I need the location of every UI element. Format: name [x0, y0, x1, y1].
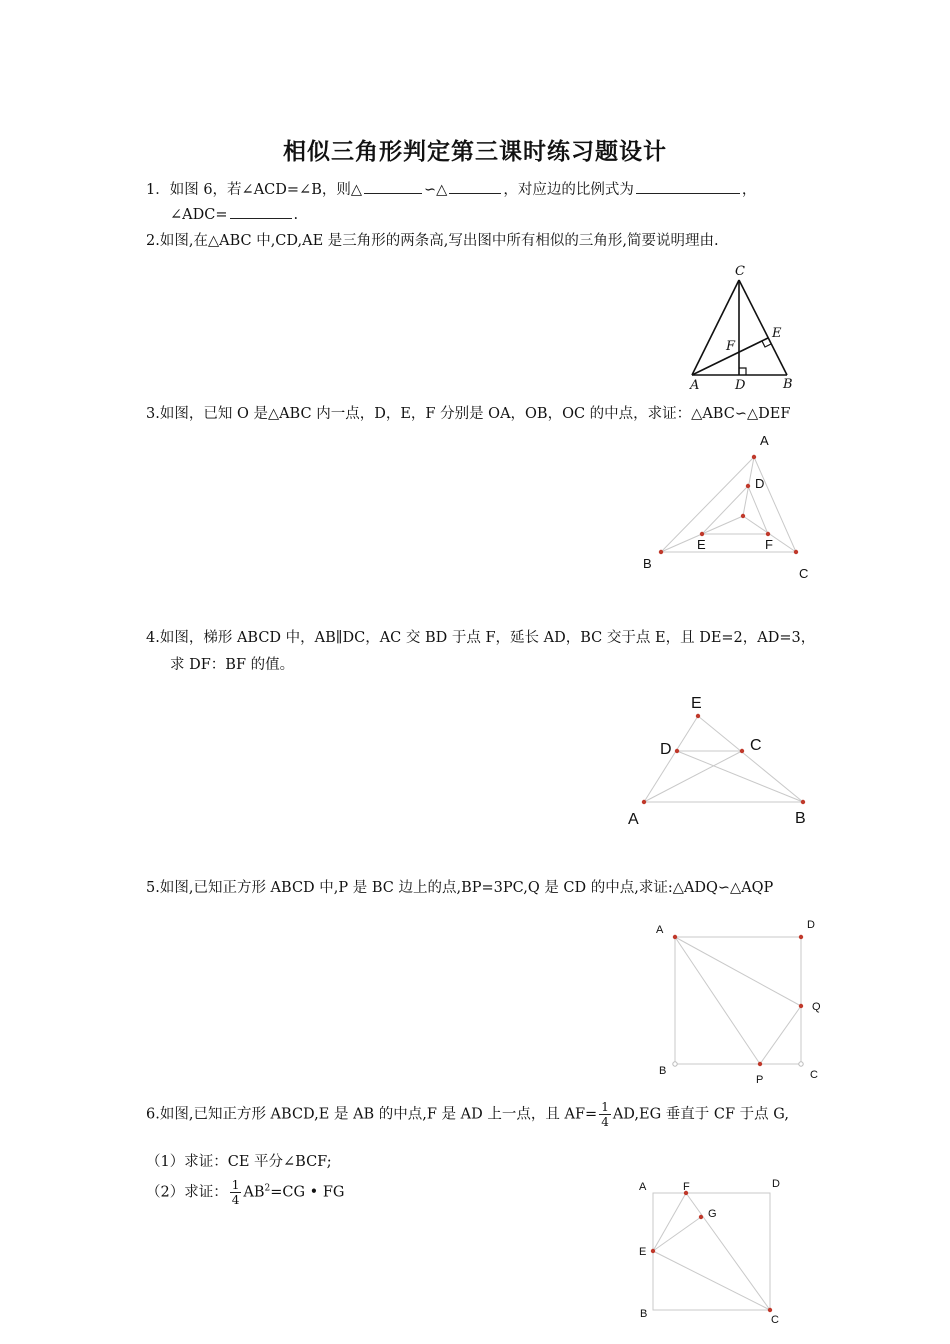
q5-point-q: [799, 1004, 803, 1008]
page-title: 相似三角形判定第三课时练习题设计: [283, 139, 667, 165]
q5-point-c: [799, 1062, 803, 1066]
q3-point-c: [794, 550, 798, 554]
q4-segment-be: [698, 716, 803, 802]
question-5-text: 5.如图,已知正方形 ABCD 中,P 是 BC 边上的点,BP=3PC,Q 是 CD 的中点,求证:△ADQ∽△AQP: [146, 880, 774, 896]
q1-blank-3[interactable]: [636, 179, 740, 194]
q3-figure: [630, 430, 820, 585]
q2-right-angle-d: [739, 368, 746, 375]
q6-part2-label: （2）求证：: [146, 1184, 228, 1201]
q1-text-d: ，: [741, 182, 757, 198]
q6-label-f: F: [683, 1181, 690, 1193]
q3-label-c: C: [799, 566, 809, 581]
q4-point-d: [675, 749, 679, 753]
q6-part2-rest: =CG • FG: [270, 1184, 345, 1201]
q2-label-f: F: [726, 339, 736, 354]
q6-label-a: A: [639, 1181, 647, 1193]
q5-point-p: [758, 1062, 762, 1066]
q5-segment-pq: [760, 1006, 801, 1064]
q1-blank-2[interactable]: [449, 179, 501, 194]
q3-point-d: [746, 484, 750, 488]
q2-label-c: C: [735, 264, 745, 279]
q3-point-a: [752, 455, 756, 459]
q6-segment-eg: [653, 1217, 701, 1251]
q6-segment-fc: [686, 1193, 770, 1310]
q3-label-b: B: [643, 556, 652, 571]
q4-point-a: [642, 800, 646, 804]
q5-label-q: Q: [812, 1001, 821, 1013]
question-3-text: 3.如图，已知 O 是△ABC 内一点，D，E，F 分别是 OA，OB，OC 的中点，求证：△ABC∽△DEF: [146, 406, 791, 422]
q2-figure: [680, 262, 800, 394]
q4-label-e: E: [691, 695, 702, 712]
q1-text-a: 1．如图 6，若∠ACD=∠B，则△: [146, 182, 363, 198]
question-6-part-2: [146, 1178, 345, 1207]
q4-label-a: A: [628, 811, 639, 828]
q6-label-c: C: [771, 1314, 779, 1326]
q5-label-c: C: [810, 1069, 818, 1081]
q1-text-f: .: [293, 207, 299, 223]
q6-part2-fraction: [230, 1178, 242, 1207]
q4-point-c: [740, 749, 744, 753]
q6-label-d: D: [772, 1178, 780, 1190]
question-2-text: 2.如图,在△ABC 中,CD,AE 是三角形的两条高,写出图中所有相似的三角形,简要说明理由.: [146, 233, 719, 249]
q3-point-o: [741, 514, 745, 518]
q1-blank-1[interactable]: [364, 179, 422, 194]
q1-blank-4[interactable]: [230, 204, 292, 219]
question-1-line-2: [170, 204, 298, 223]
q4-diagonal-bd: [677, 751, 803, 802]
q3-point-b: [659, 550, 663, 554]
q6-label-e: E: [639, 1246, 647, 1258]
q3-label-f: F: [765, 537, 773, 552]
q4-label-c: C: [750, 737, 762, 754]
q6-segment-ef: [653, 1193, 686, 1251]
q4-point-e: [696, 714, 700, 718]
q6-point-c: [768, 1308, 772, 1312]
q4-figure: [620, 690, 820, 830]
question-6-part-1: （1）求证：CE 平分∠BCF;: [146, 1154, 332, 1170]
q6-part2-exponent: 2: [264, 1183, 271, 1194]
q2-label-b: B: [783, 377, 793, 392]
question-4-line-1: 4.如图，梯形 ABCD 中，AB∥DC，AC 交 BD 于点 F，延长 AD，BC 交于点 E，且 DE=2，AD=3，: [146, 630, 816, 646]
q3-label-e: E: [697, 537, 706, 552]
q5-segment-aq: [675, 937, 801, 1006]
q1-text-c: ，对应边的比例式为: [503, 182, 634, 198]
q3-label-a: A: [760, 433, 769, 448]
question-1-line-1: [146, 178, 756, 199]
q6-figure: [630, 1175, 820, 1340]
q6-fraction: [599, 1100, 611, 1129]
question-4-line-2: 求 DF：BF 的值。: [170, 657, 295, 673]
question-6-line-1: [146, 1100, 789, 1129]
q5-square-abcd: [675, 937, 801, 1064]
q4-label-d: D: [660, 741, 672, 758]
q6-label-g: G: [708, 1208, 717, 1220]
q5-label-b: B: [659, 1065, 667, 1077]
q6-label-b: B: [640, 1308, 648, 1320]
q4-point-b: [801, 800, 805, 804]
q6-point-e: [651, 1249, 655, 1253]
q2-label-a: A: [690, 378, 700, 393]
q5-label-p: P: [756, 1074, 764, 1086]
q3-point-e: [700, 532, 704, 536]
q4-label-b: B: [795, 810, 806, 827]
q3-label-d: D: [755, 476, 765, 491]
q2-label-d: D: [735, 378, 746, 393]
q2-segment-ac: [692, 280, 739, 375]
q6-segment-ec: [653, 1251, 770, 1310]
q2-label-e: E: [772, 326, 782, 341]
q6-fraction-numerator: 1: [601, 1100, 609, 1114]
q1-text-e: ∠ADC=: [170, 207, 228, 223]
q5-segment-ap: [675, 937, 760, 1064]
q5-point-a: [673, 935, 677, 939]
q6-text-a: 6.如图,已知正方形 ABCD,E 是 AB 的中点,F 是 AD 上一点，且 AF=: [146, 1106, 598, 1123]
q3-point-f: [766, 532, 770, 536]
q6-part2-fraction-denominator: 4: [231, 1193, 240, 1207]
q6-text-b: AD,EG 垂直于 CF 于点 G,: [612, 1106, 789, 1123]
q4-segment-ae: [644, 716, 698, 802]
q6-point-g: [699, 1215, 703, 1219]
q5-label-a: A: [656, 924, 664, 936]
q5-label-d: D: [807, 919, 815, 931]
q5-point-b: [673, 1062, 677, 1066]
q5-point-d: [799, 935, 803, 939]
q6-part2-fraction-numerator: 1: [231, 1178, 240, 1192]
q6-part2-ab: AB: [243, 1184, 265, 1201]
q1-text-b: ∽△: [424, 182, 448, 198]
q6-fraction-denominator: 4: [601, 1115, 609, 1129]
q5-figure: [645, 910, 835, 1090]
q4-diagonal-ac: [644, 751, 742, 802]
